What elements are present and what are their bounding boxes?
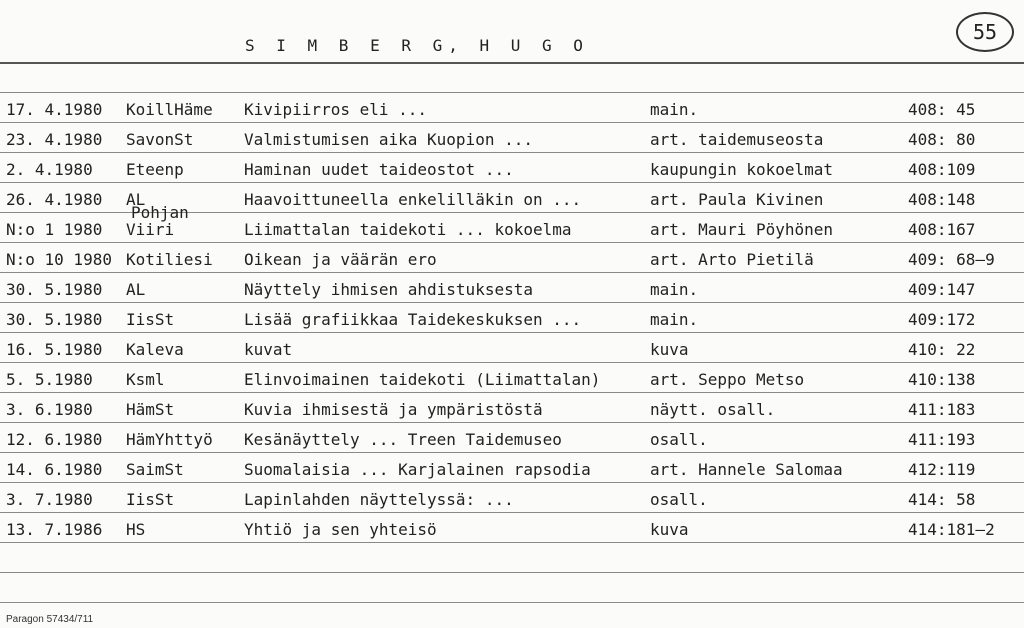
- entry-date: N:o 1 1980: [6, 220, 103, 239]
- page-number: 55: [956, 12, 1014, 52]
- entry-row: [0, 273, 1024, 303]
- entry-title: Näyttely ihmisen ahdistuksesta: [244, 280, 533, 299]
- entry-date: 26. 4.1980: [6, 190, 103, 209]
- entry-reference: 412:119: [908, 460, 976, 479]
- entry-title: Lapinlahden näyttelyssä: ...: [244, 490, 514, 509]
- entry-reference: 411:193: [908, 430, 976, 449]
- divider: [0, 572, 1024, 573]
- entry-reference: 411:183: [908, 400, 976, 419]
- entry-reference: 408: 45: [908, 100, 976, 119]
- entry-source: HS: [126, 520, 146, 539]
- entry-source: IisSt: [126, 490, 175, 509]
- printer-mark: Paragon 57434/711: [6, 614, 94, 625]
- entry-title: kuvat: [244, 340, 293, 359]
- entry-row: [0, 203, 1024, 243]
- entry-date: 23. 4.1980: [6, 130, 103, 149]
- entry-reference: 408:148: [908, 190, 976, 209]
- entry-source: IisSt: [126, 310, 175, 329]
- entry-source: Ksml: [126, 370, 165, 389]
- entry-title: Yhtiö ja sen yhteisö: [244, 520, 437, 539]
- entry-reference: 414: 58: [908, 490, 976, 509]
- entry-source-prefix: Pohjan: [131, 203, 189, 222]
- entry-title: Kuvia ihmisestä ja ympäristöstä: [244, 400, 543, 419]
- entry-title: Oikean ja väärän ero: [244, 250, 437, 269]
- entry-source: HämYhttyö: [126, 430, 213, 449]
- entry-source: AL: [126, 280, 146, 299]
- entry-type: art. Seppo Metso: [650, 370, 805, 389]
- entry-source: Viiri: [126, 220, 175, 239]
- entry-type: näytt. osall.: [650, 400, 776, 419]
- entry-type: kuva: [650, 520, 689, 539]
- entry-source: SaimSt: [126, 460, 184, 479]
- entry-type: kuva: [650, 340, 689, 359]
- entry-source: SavonSt: [126, 130, 194, 149]
- entry-row: [0, 93, 1024, 123]
- entry-title: Liimattalan taidekoti ... kokoelma: [244, 220, 572, 239]
- entry-title: Valmistumisen aika Kuopion ...: [244, 130, 533, 149]
- entry-date: 13. 7.1986: [6, 520, 103, 539]
- entry-title: Kesänäyttely ... Treen Taidemuseo: [244, 430, 562, 449]
- entry-reference: 408:167: [908, 220, 976, 239]
- divider: [0, 62, 1024, 64]
- divider: [0, 602, 1024, 603]
- entry-row: [0, 483, 1024, 513]
- entry-source: Eteenp: [126, 160, 184, 179]
- entry-row: [0, 393, 1024, 423]
- entry-row: [0, 363, 1024, 393]
- entry-reference: 409:147: [908, 280, 976, 299]
- entry-source: KoillHäme: [126, 100, 213, 119]
- entry-row: [0, 243, 1024, 273]
- entry-title: Elinvoimainen taidekoti (Liimattalan): [244, 370, 601, 389]
- entry-title: Haminan uudet taideostot ...: [244, 160, 514, 179]
- entry-date: 30. 5.1980: [6, 280, 103, 299]
- entry-type: main.: [650, 310, 699, 329]
- entry-type: art. Paula Kivinen: [650, 190, 824, 209]
- entry-type: art. taidemuseosta: [650, 130, 824, 149]
- entry-reference: 409:172: [908, 310, 976, 329]
- entry-date: 30. 5.1980: [6, 310, 103, 329]
- entry-type: osall.: [650, 430, 708, 449]
- entry-type: osall.: [650, 490, 708, 509]
- entry-title: Haavoittuneella enkelilläkin on ...: [244, 190, 582, 209]
- entry-title: Kivipiirros eli ...: [244, 100, 428, 119]
- entry-row: [0, 153, 1024, 183]
- entry-row: [0, 453, 1024, 483]
- entry-source: AL: [126, 190, 146, 209]
- row-divider: [0, 542, 1024, 543]
- entry-type: art. Hannele Salomaa: [650, 460, 843, 479]
- entry-reference: 408:109: [908, 160, 976, 179]
- entry-date: 14. 6.1980: [6, 460, 103, 479]
- entry-date: 17. 4.1980: [6, 100, 103, 119]
- entry-type: main.: [650, 280, 699, 299]
- entry-date: 2. 4.1980: [6, 160, 93, 179]
- entry-type: kaupungin kokoelmat: [650, 160, 834, 179]
- entry-reference: 410:138: [908, 370, 976, 389]
- entry-date: N:o 10 1980: [6, 250, 112, 269]
- entry-row: [0, 123, 1024, 153]
- entry-title: Suomalaisia ... Karjalainen rapsodia: [244, 460, 591, 479]
- entry-reference: 408: 80: [908, 130, 976, 149]
- entry-type: art. Mauri Pöyhönen: [650, 220, 834, 239]
- entry-source: HämSt: [126, 400, 175, 419]
- card-title: S I M B E R G, H U G O: [245, 36, 589, 55]
- entry-title: Lisää grafiikkaa Taidekeskuksen ...: [244, 310, 582, 329]
- entry-type: art. Arto Pietilä: [650, 250, 814, 269]
- entry-row: [0, 333, 1024, 363]
- entry-date: 3. 6.1980: [6, 400, 93, 419]
- entry-date: 5. 5.1980: [6, 370, 93, 389]
- entry-reference: 410: 22: [908, 340, 976, 359]
- entry-row: [0, 513, 1024, 543]
- entry-date: 12. 6.1980: [6, 430, 103, 449]
- entry-source: Kaleva: [126, 340, 184, 359]
- entry-source: Kotiliesi: [126, 250, 213, 269]
- entry-date: 16. 5.1980: [6, 340, 103, 359]
- entry-type: main.: [650, 100, 699, 119]
- entry-reference: 414:181–2: [908, 520, 995, 539]
- entry-row: [0, 423, 1024, 453]
- entry-reference: 409: 68–9: [908, 250, 995, 269]
- entry-row: [0, 303, 1024, 333]
- entry-date: 3. 7.1980: [6, 490, 93, 509]
